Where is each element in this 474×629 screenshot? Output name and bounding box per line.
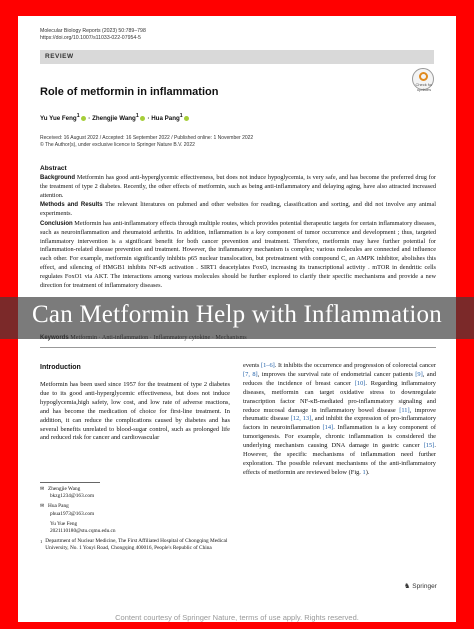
- abstract-heading: Abstract: [40, 165, 67, 172]
- contact-email[interactable]: 2021110180@stu.cqmu.edu.cn: [50, 528, 116, 535]
- affiliation-number: 1: [40, 539, 43, 545]
- envelope-icon: ✉: [40, 504, 45, 510]
- publisher-name: Springer: [412, 583, 437, 590]
- introduction-left-column: Metformin has been used since 1957 for the treatment of type 2 diabetes due to its good anti-hyperglycemic effectiveness, but does not induce hypoglycemia,high safety, low cost, and low rate of adverse reactions, and has become the medication of choice for first-line treatment. In addition, it can reduce the complications caused by diabetes and has several benefits unrelated to blood-sugar control, such as prolonged life and reduced risk for cancer and cardiovascular: [40, 381, 230, 442]
- background-label: Background: [40, 175, 76, 181]
- abstract-body: [40, 174, 436, 291]
- body-text: ).: [365, 468, 370, 476]
- abstract-methods: [40, 201, 436, 219]
- affiliation: [40, 538, 230, 552]
- contact-entry: [40, 486, 230, 500]
- body-text: , improves the survival rate of endometrial cancer patients: [257, 370, 416, 378]
- publication-dates: [40, 135, 253, 149]
- dates-line: Received: 16 August 2022 / Accepted: 16 September 2022 / Published online: 1 November 2022: [40, 135, 254, 141]
- springer-horse-icon: ♞: [404, 583, 411, 590]
- contact-entry: [40, 521, 230, 535]
- author-name[interactable]: Hua Pang: [151, 115, 180, 123]
- author-name[interactable]: Yu Yue Feng: [40, 115, 77, 123]
- author-affiliation-mark: 1: [135, 113, 139, 119]
- section-divider: [40, 347, 436, 348]
- contact-entry: [40, 503, 230, 517]
- doi-link[interactable]: https://doi.org/10.1007/s11033-022-07954-5: [40, 35, 141, 41]
- journal-citation: Molecular Biology Reports (2023) 50:789–798: [40, 28, 146, 34]
- envelope-icon: ✉: [40, 487, 45, 492]
- conclusion-text: Metformin has anti-inflammatory effects through multiple routes, which provides potential therapeutic targets for certain inflammatory diseases, such as neuroinflammation and rheumatoid arthritis. In addition, inflammation is a key component of tumor occurrence and development ; thus, targeted inflammatory intervention is a significant benefit for both cancer prevention and treatment. Therefore, metformin may have further potential for inflammation-related disease prevention and treatment. However, the inflammatory mechanism is complex; various molecules are connected and influence each other. For example, metformin significantly inhibits p65 nuclear translocation, but pretreatment with compound C, an AMPK inhibitor, abolishes this effect, and silencing of HMGB1 inhibits NF-κB activation . SIRT1 deacetylates FoxO, increasing its transcriptional activity . mTOR in dendritic cells regulates FoxO1 via AKT. The interactions among various molecules should be further explored to clarify their specific mechanisms and provide a new direction for treatment of inflammatory diseases.: [40, 219, 436, 289]
- check-updates-label: Check for updates: [415, 82, 433, 92]
- body-text: . Inflammation is a key component of tumorigenesis. For example, chronic inflammation is considered the underlying mechanism causing DNA damage in gastric cancer: [243, 424, 436, 450]
- journal-reference: [40, 28, 146, 42]
- citation-link[interactable]: [12, 13]: [290, 415, 312, 423]
- body-text: events: [243, 362, 261, 369]
- body-text: , and inhibit the expression of pro-inflammatory factors in neuroinflammation: [243, 415, 437, 432]
- citation-link[interactable]: [11]: [399, 406, 410, 414]
- body-text: . Regarding inflammatory diseases, metformin can target oxidative stress to downregulate transcription factor NF-κB-mediated pro-inflammatory signaling and reduce mucosal damage in inflammatory bowel disease: [243, 379, 436, 414]
- orcid-icon[interactable]: [140, 116, 145, 121]
- conclusion-label: Conclusion: [40, 220, 73, 227]
- orcid-icon[interactable]: [184, 116, 189, 121]
- citation-link[interactable]: [15]: [423, 442, 435, 450]
- citation-link[interactable]: [10]: [354, 379, 366, 387]
- author-list: Yu Yue Feng$^1$ · Zhengjie Wang$^1$ · Hua Pang$^1$: [40, 113, 190, 122]
- overlay-banner: [0, 297, 474, 339]
- introduction-right-column: [243, 362, 436, 478]
- section-bar: [40, 50, 434, 64]
- author-name[interactable]: Zhengjie Wang: [92, 115, 136, 123]
- introduction-heading: Introduction: [40, 364, 81, 371]
- body-text: . However, the specific mechanisms of inflammation need further exploration. The possible relevant mechanisms of the anti-inflammatory effects of metformin are reviewed below (Fig.: [243, 442, 436, 476]
- check-for-updates-badge[interactable]: [412, 68, 434, 90]
- citation-link[interactable]: [1–6]: [260, 362, 275, 369]
- article-title: Role of metformin in inflammation: [40, 86, 219, 98]
- footer-note: Content courtesy of Springer Nature, terms of use apply. Rights reserved.: [115, 613, 359, 622]
- abstract-background: [40, 174, 436, 200]
- affiliation-text: Department of Nuclear Medicine, The First Affiliated Hospital of Chongqing Medical University, No. 1 Youyi Road, Chongqing 400016, People's Republic of China: [45, 538, 228, 552]
- banner-title: Can Metformin Help with Inflammation: [32, 301, 442, 328]
- copyright-line: © The Author(s), under exclusive licence to Springer Nature B.V. 2022: [40, 142, 195, 148]
- contact-name: Yu Yue Feng: [50, 520, 78, 527]
- section-label: REVIEW: [45, 53, 74, 60]
- author-affiliation-mark: 1: [76, 113, 80, 119]
- contact-email[interactable]: bkzg1234@163.com: [50, 493, 95, 500]
- citation-link[interactable]: [7, 8]: [243, 370, 258, 378]
- body-text: , and reduces the incidence of breast cancer: [243, 370, 437, 387]
- citation-link[interactable]: [9]: [415, 370, 423, 378]
- contact-email[interactable]: phua1973@163.com: [50, 510, 95, 517]
- methods-label: Methods and Results: [40, 202, 103, 209]
- body-text: , improve rheumatic disease: [243, 406, 436, 423]
- citation-link[interactable]: [14]: [322, 424, 334, 432]
- footnote-divider: [40, 482, 100, 483]
- citation-link[interactable]: 1: [362, 468, 366, 476]
- methods-text: The relevant literatures on pubmed and other websites for reading, classification and sorting, and did not involve any animal experiments.: [40, 201, 436, 218]
- body-text: . It inhibits the occurrence and progression of colorectal cancer: [274, 362, 436, 369]
- contact-name: Zhengjie Wang: [48, 486, 81, 492]
- orcid-icon[interactable]: [81, 116, 86, 121]
- author-affiliation-mark: 1: [179, 113, 183, 119]
- check-updates-icon: [419, 72, 428, 81]
- contact-name: Hua Pang: [48, 503, 69, 510]
- publisher-logo: [404, 582, 437, 590]
- footnotes: [40, 486, 230, 553]
- abstract-conclusion: [40, 220, 436, 290]
- background-text: Metformin has good anti-hyperglycemic effectiveness, but does not induce hypoglycemia, is very safe, and has become the preferred drug for the treatment of type 2 diabetes. Recently, the other effects of metformin, such as being anti-inflammatory and delaying aging, have also attracted increased attention.: [40, 174, 436, 199]
